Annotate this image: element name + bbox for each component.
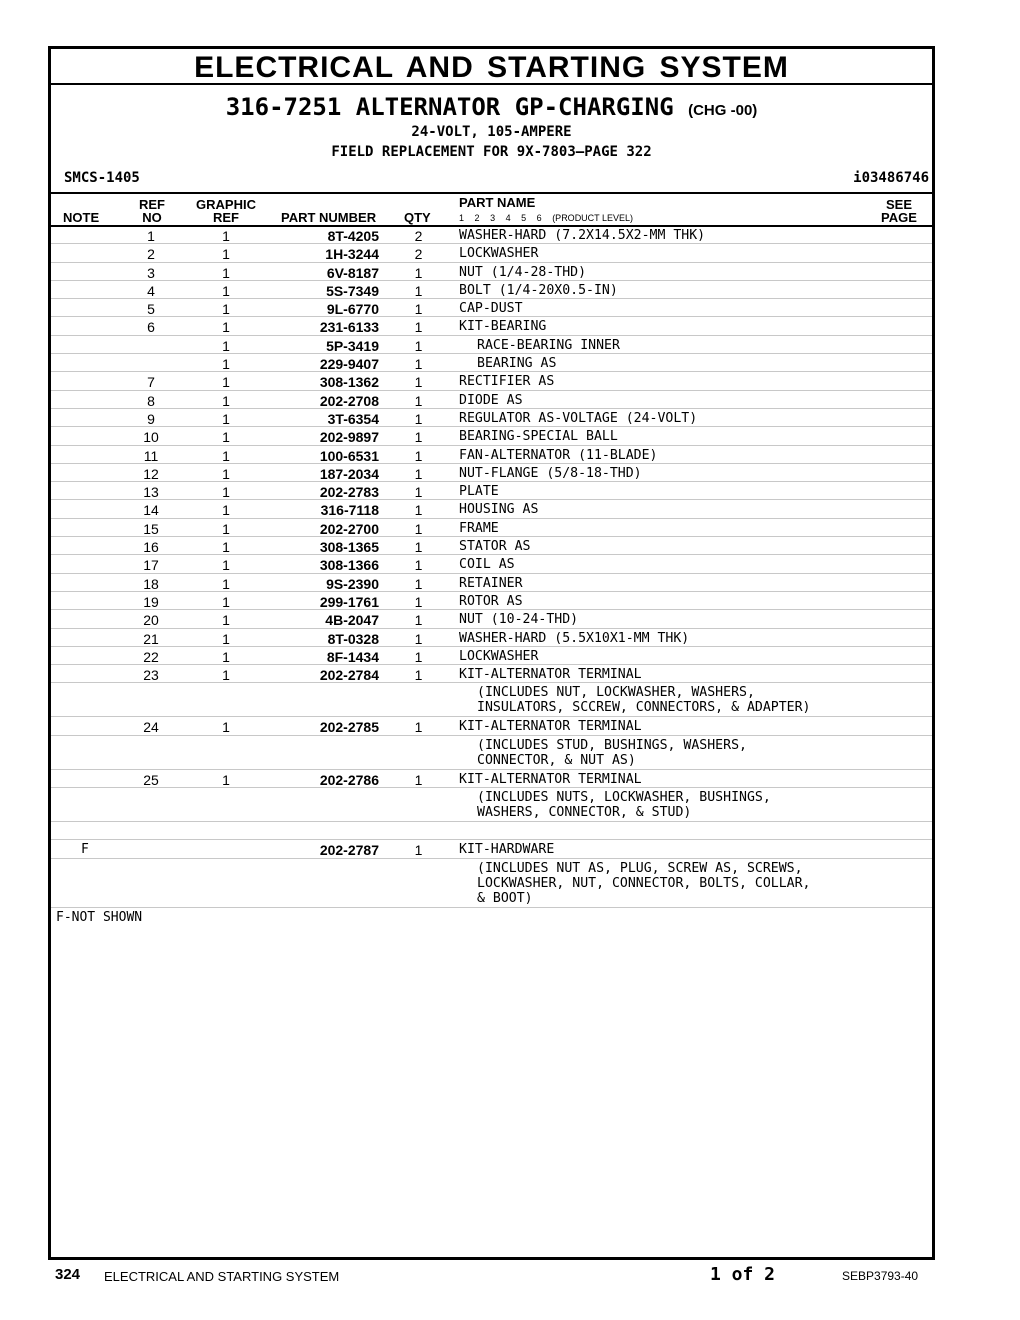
- ref-no-cell: 21: [143, 630, 159, 647]
- table-row: [51, 683, 932, 717]
- part-number-cell: 3T-6354: [327, 410, 379, 427]
- table-row: [51, 770, 932, 788]
- table-row: [51, 482, 932, 500]
- ref-no-cell: 4: [147, 282, 155, 299]
- qty-cell: 1: [414, 319, 423, 336]
- ref-no-cell: 5: [147, 301, 155, 318]
- part-name-cell: WASHER-HARD (7.2X14.5X2-MM THK): [459, 228, 706, 243]
- header-note: NOTE: [63, 210, 100, 225]
- qty-cell: 1: [414, 842, 423, 859]
- part-number-cell: 202-2787: [319, 842, 379, 859]
- graphic-ref-cell: 1: [222, 539, 230, 556]
- qty-cell: 1: [414, 392, 423, 409]
- part-name-cell: LOCKWASHER: [459, 246, 539, 262]
- ref-no-cell: 2: [147, 246, 155, 263]
- qty-cell: 1: [414, 630, 423, 647]
- footer-page-number: 324: [55, 1266, 81, 1283]
- ref-no-cell: 3: [147, 264, 155, 281]
- table-row: [51, 859, 932, 908]
- ref-no-cell: 13: [143, 484, 159, 501]
- ref-no-cell: 7: [147, 374, 155, 391]
- part-number-cell: 308-1365: [319, 539, 379, 556]
- table-row: [51, 446, 932, 464]
- part-name-cell: ROTOR AS: [459, 593, 523, 609]
- part-name-cell: KIT-HARDWARE: [459, 842, 555, 858]
- part-name-cell: LOCKWASHER: [459, 648, 539, 664]
- table-row: [51, 647, 932, 665]
- change-level: (CHG -00): [688, 102, 758, 119]
- graphic-ref-cell: 1: [222, 502, 230, 519]
- part-name-cell: BEARING AS: [477, 356, 557, 372]
- part-number-cell: 4B-2047: [325, 612, 379, 629]
- ref-no-cell: 19: [143, 593, 159, 610]
- ref-no-cell: 22: [143, 648, 159, 665]
- part-name-cell: CAP-DUST: [459, 301, 523, 317]
- part-number-cell: 9S-2390: [326, 575, 379, 592]
- qty-cell: 1: [414, 593, 423, 610]
- graphic-ref-cell: 1: [222, 575, 230, 592]
- graphic-ref-cell: 1: [222, 719, 230, 736]
- part-name-cell: KIT-ALTERNATOR TERMINAL: [459, 771, 642, 787]
- part-name-cell: RACE-BEARING INNER: [477, 337, 620, 353]
- qty-cell: 1: [414, 648, 423, 665]
- graphic-ref-cell: 1: [222, 392, 230, 409]
- qty-cell: 1: [414, 465, 423, 482]
- table-row: [51, 537, 932, 555]
- qty-cell: 1: [414, 447, 423, 464]
- qty-cell: 2: [414, 246, 423, 263]
- part-name-cell: FAN-ALTERNATOR (11-BLADE): [459, 447, 658, 463]
- qty-cell: 1: [414, 539, 423, 556]
- table-row: [51, 665, 932, 683]
- header-part-name: PART NAME: [459, 195, 536, 210]
- part-name-cell: KIT-BEARING: [459, 319, 547, 335]
- part-name-cell: FRAME: [459, 520, 499, 536]
- qty-cell: 1: [414, 771, 423, 788]
- part-name-cell: RECTIFIER AS: [459, 374, 555, 390]
- part-number-cell: 5S-7349: [326, 282, 379, 299]
- table-row: [51, 717, 932, 735]
- part-name-cell: STATOR AS: [459, 539, 531, 555]
- note-cell: F: [81, 842, 89, 858]
- graphic-ref-cell: 1: [222, 374, 230, 391]
- ref-no-cell: 14: [143, 502, 159, 519]
- header-ref-top: REF: [139, 197, 165, 212]
- part-number-cell: 202-2784: [319, 667, 379, 684]
- qty-cell: 1: [414, 374, 423, 391]
- part-name-cell: WASHERS, CONNECTOR, & STUD): [477, 805, 692, 821]
- level-4: 4: [505, 213, 511, 223]
- table-row: [51, 317, 932, 335]
- part-number-cell: 187-2034: [319, 465, 379, 482]
- part-number-cell: 100-6531: [319, 447, 379, 464]
- part-number-cell: 9L-6770: [326, 301, 379, 318]
- part-name-cell: (INCLUDES STUD, BUSHINGS, WASHERS,: [477, 737, 747, 753]
- ref-no-cell: 15: [143, 520, 159, 537]
- table-row: [51, 736, 932, 770]
- header-top-rule: [51, 192, 932, 194]
- part-name-cell: DIODE AS: [459, 392, 523, 408]
- part-name-cell: KIT-ALTERNATOR TERMINAL: [459, 667, 642, 683]
- graphic-ref-cell: 1: [222, 667, 230, 684]
- part-number-cell: 231-6133: [319, 319, 379, 336]
- illustration-id: i03486746: [853, 170, 929, 186]
- header-see-top: SEE: [885, 197, 912, 212]
- qty-cell: 1: [414, 612, 423, 629]
- header-ref-bottom: NO: [142, 210, 162, 225]
- table-row: [51, 822, 932, 840]
- qty-cell: 1: [414, 301, 423, 318]
- table-row: [51, 354, 932, 372]
- product-levels: [459, 213, 641, 223]
- part-name-cell: HOUSING AS: [459, 502, 539, 518]
- table-row: [51, 226, 932, 244]
- ref-no-cell: 18: [143, 575, 159, 592]
- graphic-ref-cell: 1: [222, 410, 230, 427]
- footer-sheet: 1 of 2: [710, 1264, 776, 1285]
- table-row: [51, 500, 932, 518]
- group-title: 316-7251 ALTERNATOR GP-CHARGING: [225, 93, 674, 121]
- part-name-cell: LOCKWASHER, NUT, CONNECTOR, BOLTS, COLLAR,: [477, 875, 811, 891]
- part-number-cell: 202-2700: [319, 520, 379, 537]
- graphic-ref-cell: 1: [222, 630, 230, 647]
- ref-no-cell: 11: [143, 447, 159, 464]
- part-name-cell: NUT-FLANGE (5/8-18-THD): [459, 465, 642, 481]
- graphic-ref-cell: 1: [222, 337, 230, 354]
- level-5: 5: [521, 213, 527, 223]
- qty-cell: 2: [414, 228, 423, 244]
- table-row: [51, 281, 932, 299]
- table-row: [51, 336, 932, 354]
- graphic-ref-cell: 1: [222, 484, 230, 501]
- part-number-cell: 308-1362: [319, 374, 379, 391]
- table-row: [51, 555, 932, 573]
- qty-cell: 1: [414, 410, 423, 427]
- ref-no-cell: 17: [143, 557, 159, 574]
- part-name-cell: (INCLUDES NUTS, LOCKWASHER, BUSHINGS,: [477, 790, 771, 806]
- page-title: ELECTRICAL AND STARTING SYSTEM: [51, 49, 932, 85]
- part-name-cell: INSULATORS, SCCREW, CONNECTORS, & ADAPTER): [477, 700, 811, 716]
- table-row: [51, 840, 932, 858]
- level-3: 3: [490, 213, 496, 223]
- part-name-cell: CONNECTOR, & NUT AS): [477, 752, 636, 768]
- part-name-cell: NUT (10-24-THD): [459, 612, 579, 628]
- table-row: [51, 610, 932, 628]
- graphic-ref-cell: 1: [222, 319, 230, 336]
- part-name-cell: BOLT (1/4-20X0.5-IN): [459, 282, 618, 298]
- qty-cell: 1: [414, 719, 423, 736]
- part-name-cell: (INCLUDES NUT, LOCKWASHER, WASHERS,: [477, 685, 755, 701]
- graphic-ref-cell: 1: [222, 771, 230, 788]
- level-2: 2: [474, 213, 480, 223]
- header-qty: QTY: [404, 210, 431, 225]
- graphic-ref-cell: 1: [222, 356, 230, 373]
- part-number-cell: 316-7118: [320, 502, 379, 519]
- ref-no-cell: 12: [143, 465, 159, 482]
- qty-cell: 1: [414, 667, 423, 684]
- table-row: [51, 372, 932, 390]
- footer-doc-number: SEBP3793-40: [842, 1269, 919, 1283]
- level-6: 6: [536, 213, 542, 223]
- part-name-cell: COIL AS: [459, 557, 515, 573]
- table-row: [51, 263, 932, 281]
- header-graphic-top: GRAPHIC: [196, 197, 256, 212]
- qty-cell: 1: [414, 282, 423, 299]
- graphic-ref-cell: 1: [222, 246, 230, 263]
- ref-no-cell: 25: [143, 771, 159, 788]
- qty-cell: 1: [414, 520, 423, 537]
- part-name-cell: KIT-ALTERNATOR TERMINAL: [459, 719, 642, 735]
- ref-no-cell: 24: [143, 719, 159, 736]
- part-name-cell: (INCLUDES NUT AS, PLUG, SCREW AS, SCREWS,: [477, 860, 803, 876]
- part-name-cell: BEARING-SPECIAL BALL: [459, 429, 618, 445]
- table-row: [51, 427, 932, 445]
- graphic-ref-cell: 1: [222, 429, 230, 446]
- ref-no-cell: 23: [143, 667, 159, 684]
- product-level-label: (PRODUCT LEVEL): [552, 213, 634, 223]
- part-name-cell: RETAINER: [459, 575, 523, 591]
- graphic-ref-cell: 1: [222, 612, 230, 629]
- parts-table: [51, 226, 932, 908]
- part-number-cell: 8T-4205: [327, 228, 379, 244]
- parts-page-frame: [48, 46, 935, 1260]
- qty-cell: 1: [414, 337, 423, 354]
- graphic-ref-cell: 1: [222, 557, 230, 574]
- part-number-cell: 202-9897: [319, 429, 379, 446]
- ref-no-cell: 1: [147, 228, 155, 244]
- part-name-cell: PLATE: [459, 484, 499, 500]
- part-name-cell: & BOOT): [477, 890, 533, 906]
- qty-cell: 1: [414, 264, 423, 281]
- part-number-cell: 202-2785: [319, 719, 379, 736]
- table-row: [51, 592, 932, 610]
- graphic-ref-cell: 1: [222, 447, 230, 464]
- graphic-ref-cell: 1: [222, 593, 230, 610]
- part-number-cell: 229-9407: [319, 356, 379, 373]
- graphic-ref-cell: 1: [222, 465, 230, 482]
- table-row: [51, 788, 932, 822]
- smcs-code: SMCS-1405: [64, 170, 140, 186]
- part-number-cell: 202-2783: [319, 484, 379, 501]
- qty-cell: 1: [414, 356, 423, 373]
- qty-cell: 1: [414, 575, 423, 592]
- table-row: [51, 244, 932, 262]
- ref-no-cell: 20: [143, 612, 159, 629]
- table-row: [51, 299, 932, 317]
- graphic-ref-cell: 1: [222, 648, 230, 665]
- part-name-cell: WASHER-HARD (5.5X10X1-MM THK): [459, 630, 690, 646]
- table-row: [51, 464, 932, 482]
- ref-no-cell: 9: [147, 410, 155, 427]
- part-name-cell: REGULATOR AS-VOLTAGE (24-VOLT): [459, 410, 698, 426]
- qty-cell: 1: [414, 484, 423, 501]
- ref-no-cell: 6: [147, 319, 155, 336]
- header-see-bottom: PAGE: [881, 210, 917, 225]
- part-number-cell: 299-1761: [319, 593, 379, 610]
- header-part-number: PART NUMBER: [281, 210, 377, 225]
- table-row: [51, 519, 932, 537]
- qty-cell: 1: [414, 429, 423, 446]
- part-number-cell: 202-2708: [319, 392, 379, 409]
- part-number-cell: 202-2786: [319, 771, 379, 788]
- footnote: F-NOT SHOWN: [56, 909, 143, 925]
- group-replacement-note: FIELD REPLACEMENT FOR 9X-7803—PAGE 322: [331, 144, 652, 160]
- part-number-cell: 8T-0328: [327, 630, 379, 647]
- graphic-ref-cell: 1: [222, 264, 230, 281]
- ref-no-cell: 10: [143, 429, 159, 446]
- qty-cell: 1: [414, 502, 423, 519]
- header-graphic-bottom: REF: [213, 210, 239, 225]
- part-number-cell: 6V-8187: [326, 264, 379, 281]
- graphic-ref-cell: 1: [222, 228, 230, 244]
- graphic-ref-cell: 1: [222, 301, 230, 318]
- group-title-line: [51, 93, 932, 121]
- table-row: [51, 629, 932, 647]
- part-number-cell: 8F-1434: [326, 648, 379, 665]
- table-row: [51, 574, 932, 592]
- ref-no-cell: 8: [147, 392, 155, 409]
- part-number-cell: 1H-3244: [325, 246, 379, 263]
- part-number-cell: 308-1366: [319, 557, 379, 574]
- ref-no-cell: 16: [143, 539, 159, 556]
- group-spec: 24-VOLT, 105-AMPERE: [411, 124, 572, 140]
- table-row: [51, 391, 932, 409]
- table-row: [51, 409, 932, 427]
- part-name-cell: NUT (1/4-28-THD): [459, 264, 587, 280]
- part-number-cell: 5P-3419: [326, 337, 379, 354]
- level-1: 1: [459, 213, 465, 223]
- qty-cell: 1: [414, 557, 423, 574]
- graphic-ref-cell: 1: [222, 520, 230, 537]
- footer-section: ELECTRICAL AND STARTING SYSTEM: [104, 1269, 340, 1284]
- graphic-ref-cell: 1: [222, 282, 230, 299]
